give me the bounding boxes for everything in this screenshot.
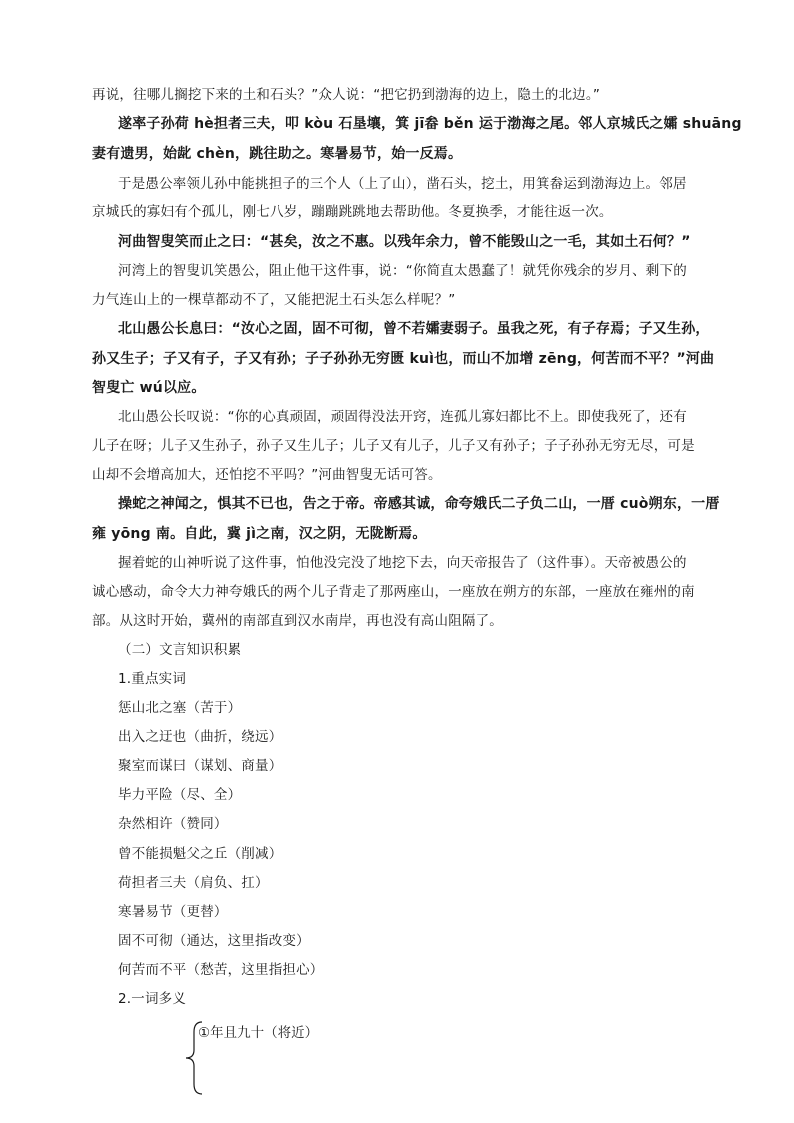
classical-text-line: 河曲智叟笑而止之曰：“甚矣，汝之不惠。以残年余力，曾不能毁山之一毛，其如土石何？” xyxy=(118,234,691,250)
vocab-item: 曾不能损魁父之丘（削减） xyxy=(118,846,283,862)
vocab-item: 毕力平险（尽、全） xyxy=(118,787,242,803)
translation-line: 京城氏的寡妇有个孤儿，刚七八岁，蹦蹦跳跳地去帮助他。冬夏换季，才能往返一次。 xyxy=(92,204,613,220)
vocab-item: 聚室而谋曰（谋划、商量） xyxy=(118,758,283,774)
vocab-item: 出入之迂也（曲折，绕远） xyxy=(118,729,283,745)
translation-line: 北山愚公长叹说：“你的心真顽固，顽固得没法开窍，连孤儿寡妇都比不上。即使我死了，还有 xyxy=(118,409,687,425)
vocab-item: 固不可彻（通达，这里指改变） xyxy=(118,933,310,949)
section-title: （二）文言知识积累 xyxy=(118,642,242,658)
classical-text-line: 智叟亡 wú以应。 xyxy=(92,380,206,396)
text-line: 再说，往哪儿搁挖下来的土和石头？”众人说：“把它扔到渤海的边上，隐土的北边。” xyxy=(92,87,601,103)
classical-text-line: 遂率子孙荷 hè担者三夫，叩 kòu 石垦壤，箕 jī畚 běn 运于渤海之尾。邻人京城氏之孀 shuāng xyxy=(118,116,742,132)
translation-line: 河湾上的智叟讥笑愚公，阻止他干这件事，说：“你简直太愚蠢了！就凭你残余的岁月、剩下的 xyxy=(118,263,687,279)
translation-line: 部。从这时开始，冀州的南部直到汉水南岸，再也没有高山阻隔了。 xyxy=(92,613,503,629)
translation-line: 握着蛇的山神听说了这件事，怕他没完没了地挖下去，向天帝报告了（这件事）。天帝被愚公的 xyxy=(118,555,687,571)
vocab-item: 荷担者三夫（肩负、扛） xyxy=(118,875,269,891)
vocab-item: 惩山北之塞（苦于） xyxy=(118,700,242,716)
classical-text-line: 妻有遗男，始龀 chèn，跳往助之。寒暑易节，始一反焉。 xyxy=(92,146,463,162)
translation-line: 儿子在呀；儿子又生孙子，孙子又生儿子；儿子又有儿子，儿子又有孙子；子子孙孙无穷无尽，可是 xyxy=(92,438,695,454)
classical-text-line: 北山愚公长息曰：“汝心之固，固不可彻，曾不若孀妻弱子。虽我之死，有子存焉；子又生孙， xyxy=(118,321,710,337)
translation-line: 于是愚公率领儿孙中能挑担子的三个人（上了山），凿石头，挖土，用箕畚运到渤海边上。邻居 xyxy=(118,176,687,192)
translation-line: 力气连山上的一棵草都动不了，又能把泥土石头怎么样呢？” xyxy=(92,292,456,308)
vocab-item: 何苦而不平（愁苦，这里指担心） xyxy=(118,962,324,978)
classical-text-line: 操蛇之神闻之，惧其不已也，告之于帝。帝感其诚，命夸娥氏二子负二山，一厝 cuò朔东，一厝 xyxy=(118,496,720,512)
subsection-title-polysemy: 2.一词多义 xyxy=(118,991,187,1007)
translation-line: 诚心感动，命令大力神夸娥氏的两个儿子背走了那两座山，一座放在朔方的东部，一座放在雍州的南 xyxy=(92,584,695,600)
translation-line: 山却不会增高加大，还怕挖不平吗？”河曲智叟无话可答。 xyxy=(92,467,442,483)
classical-text-line: 雍 yōng 南。自此，冀 jì之南，汉之阴，无陇断焉。 xyxy=(92,526,427,542)
polysemy-item: ①年且九十（将近） xyxy=(198,1025,319,1041)
subsection-title-key-words: 1.重点实词 xyxy=(118,671,187,687)
vocab-item: 寒暑易节（更替） xyxy=(118,904,228,920)
vocab-item: 杂然相许（赞同） xyxy=(118,816,228,832)
classical-text-line: 孙又生子；子又有子，子又有孙；子子孙孙无穷匮 kuì也，而山不加增 zēng，何苦而不平？”河曲 xyxy=(92,351,715,367)
